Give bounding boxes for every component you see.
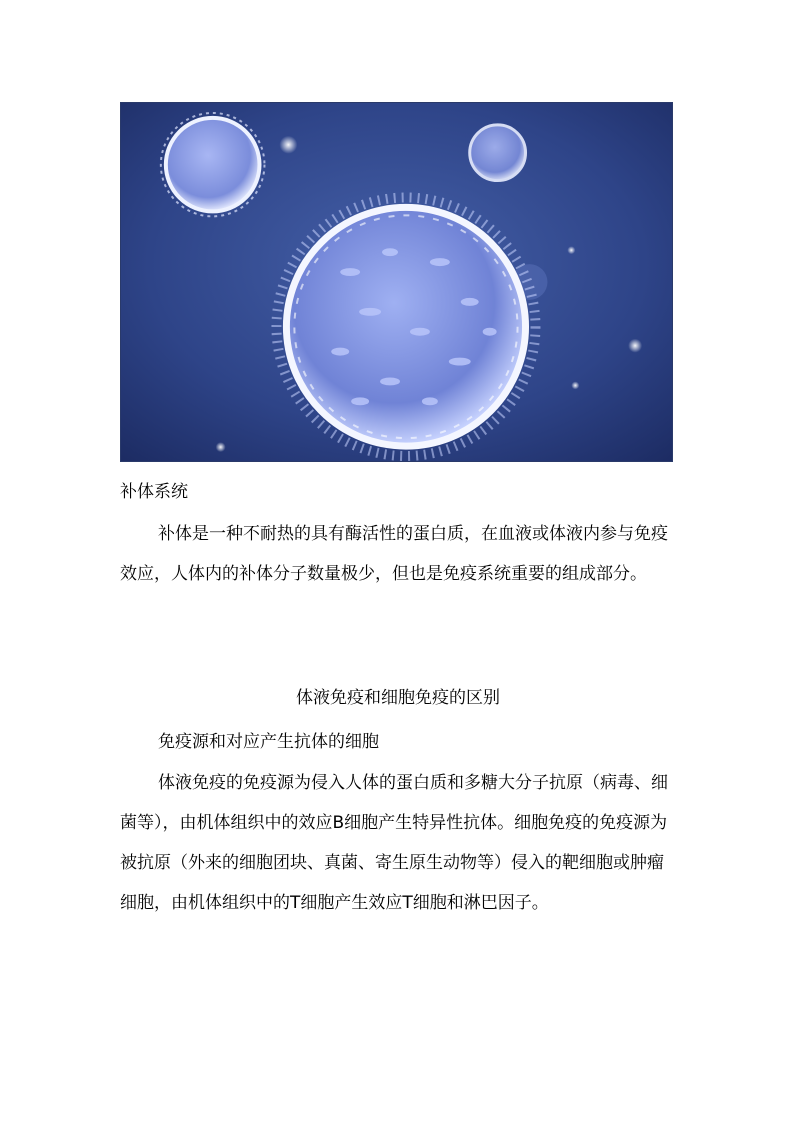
subheading-antigen-cells: 免疫源和对应产生抗体的细胞 bbox=[158, 732, 379, 752]
cell-illustration bbox=[120, 102, 673, 462]
complement-paragraph: 补体是一种不耐热的具有酶活性的蛋白质，在血液或体液内参与免疫效应，人体内的补体分子数量极少，但也是免疫系统重要的组成部分。 bbox=[120, 524, 668, 584]
section-heading-complement-system: 补体系统 bbox=[120, 482, 188, 502]
particle bbox=[567, 246, 575, 254]
particle bbox=[571, 381, 579, 389]
cell-illustration-svg bbox=[121, 103, 672, 461]
particle bbox=[216, 442, 226, 452]
particle bbox=[279, 136, 297, 154]
section-title-immunity-difference: 体液免疫和细胞免疫的区别 bbox=[296, 688, 500, 708]
particle bbox=[628, 339, 642, 353]
small-cell-right bbox=[470, 125, 526, 181]
immunity-paragraph: 体液免疫的免疫源为侵入人体的蛋白质和多糖大分子抗原（病毒、细菌等），由机体组织中的效应B细胞产生特异性抗体。细胞免疫的免疫源为被抗原（外来的细胞团块、真菌、寄生原生动物等）侵入的靶细胞或肿瘤细胞，由机体组织中的T细胞产生效应T细胞和淋巴因子。 bbox=[120, 773, 668, 913]
